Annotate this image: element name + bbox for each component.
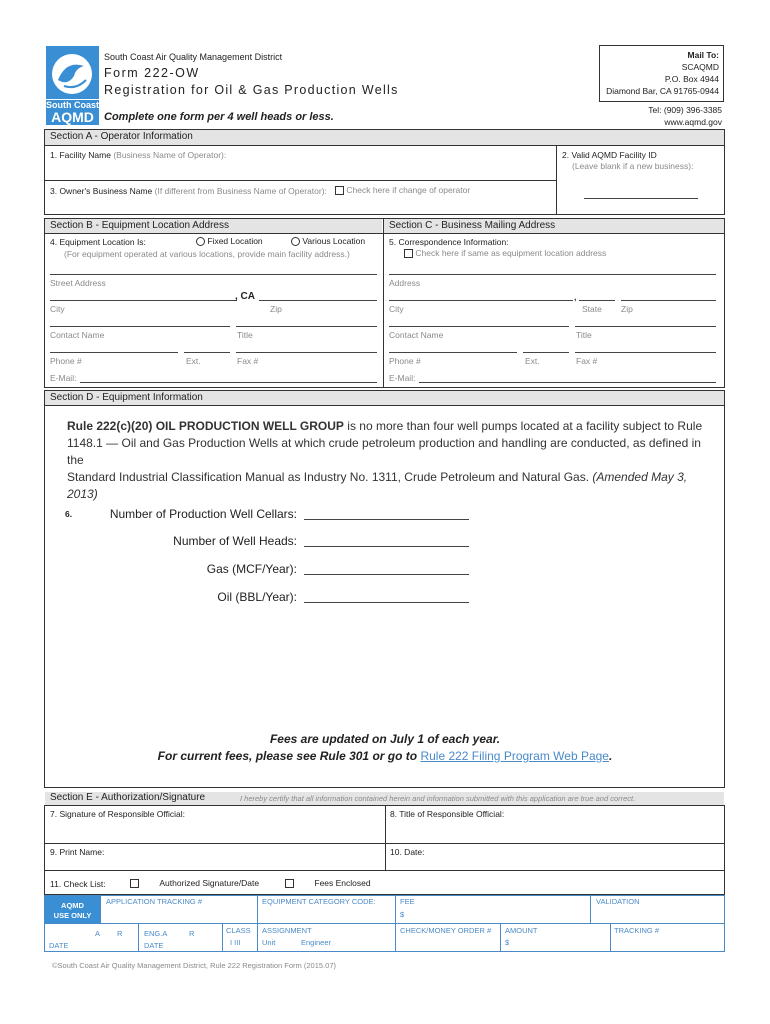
validation-label: VALIDATION — [596, 897, 640, 906]
aqmd-logo — [46, 46, 99, 125]
class-label: CLASS — [226, 926, 251, 935]
item-6-number: 6. — [65, 509, 73, 519]
agency-name: South Coast Air Quality Management District — [104, 52, 283, 62]
city-label: City — [50, 304, 65, 314]
phone-label: Phone # — [50, 356, 82, 366]
certify-statement: I hereby certify that all information contained herein and information submitted with this application are true and correct. — [240, 794, 636, 803]
rule-line-3: Standard Industrial Classification Manual as Industry No. 1311, Crude Petroleum and Natural Gas. (Amended May 3, 2013) — [67, 470, 688, 501]
check-label: CHECK/MONEY ORDER # — [400, 926, 492, 935]
aqmd-label: AQMD — [61, 901, 84, 910]
contact-title-label: Title — [237, 330, 253, 340]
fixed-location-option[interactable]: Fixed Location — [196, 236, 263, 246]
signature-label: 7. Signature of Responsible Official: — [50, 809, 185, 819]
mail-city-label: City — [389, 304, 404, 314]
well-field-label-1: Number of Production Well Cellars: — [109, 507, 297, 521]
fee-label: FEE — [400, 897, 415, 906]
oil-field[interactable] — [304, 602, 469, 603]
mail-fax-field[interactable] — [575, 352, 716, 353]
mail-comma: , — [574, 292, 577, 302]
sections-b-c — [44, 218, 725, 388]
facility-id-label: 2. Valid AQMD Facility ID — [562, 150, 657, 160]
facility-name-field[interactable] — [50, 160, 550, 180]
app-tracking-label: APPLICATION TRACKING # — [106, 897, 202, 906]
mail-to-line-1: SCAQMD — [681, 62, 719, 72]
phone-field[interactable] — [50, 352, 178, 353]
logo-emblem-icon — [46, 46, 99, 99]
form-title: Registration for Oil & Gas Production Wells — [104, 83, 399, 97]
mail-zip-label: Zip — [621, 304, 633, 314]
well-cellars-field[interactable] — [304, 519, 469, 520]
r-label-1: R — [117, 929, 123, 938]
well-heads-field[interactable] — [304, 546, 469, 547]
mail-zip-field[interactable] — [621, 300, 716, 301]
form-instruction: Complete one form per 4 well heads or less. — [104, 111, 334, 123]
signature-field[interactable] — [50, 822, 380, 842]
amount-label: AMOUNT — [505, 926, 538, 935]
rule-description — [67, 418, 707, 503]
mail-email-field[interactable] — [419, 382, 716, 383]
mail-to-line-3: Diamond Bar, CA 91765-0944 — [606, 86, 719, 96]
print-name-field[interactable] — [50, 858, 380, 869]
city-field[interactable] — [50, 300, 237, 301]
a-label: A — [95, 929, 101, 938]
fax-label: Fax # — [237, 356, 259, 366]
well-field-label-3: Gas (MCF/Year): — [206, 562, 297, 576]
section-d-title: Section D - Equipment Information — [50, 392, 203, 403]
street-address-field[interactable] — [50, 274, 377, 275]
mail-state-field[interactable] — [579, 300, 615, 301]
date-label-2: DATE — [144, 941, 164, 950]
various-location-option[interactable]: Various Location — [291, 236, 365, 246]
enga-label: ENG.A — [144, 929, 168, 938]
change-operator-option[interactable]: Check here if change of operator — [335, 185, 470, 195]
fee-symbol: $ — [400, 910, 405, 919]
mail-ext-field[interactable] — [523, 352, 569, 353]
mail-city-field[interactable] — [389, 300, 573, 301]
fees-line-1: Fees are updated on July 1 of each year. — [269, 732, 501, 746]
mail-address-field[interactable] — [389, 274, 716, 275]
street-address-label: Street Address — [50, 278, 106, 288]
use-only-label: USE ONLY — [53, 911, 92, 920]
various-location-radio[interactable] — [291, 237, 300, 246]
mail-state-label: State — [582, 304, 602, 314]
section-e-title: Section E - Authorization/Signature — [50, 792, 206, 803]
fees-enclosed-option[interactable]: Fees Enclosed — [285, 878, 371, 888]
same-as-option[interactable]: Check here if same as equipment location address — [404, 248, 606, 258]
well-field-label-2: Number of Well Heads: — [173, 534, 297, 548]
correspondence-label: 5. Correspondence Information: — [389, 237, 509, 247]
mail-fax-label: Fax # — [576, 356, 598, 366]
section-b-title: Section B - Equipment Location Address — [50, 220, 229, 231]
footer-copyright: ©South Coast Air Quality Management District, Rule 222 Registration Form (2015.07) — [52, 961, 336, 970]
auth-signature-checkbox[interactable] — [130, 879, 139, 888]
location-hint: (For equipment operated at various locations, provide main facility address.) — [64, 249, 350, 259]
r-label-2: R — [189, 929, 195, 938]
fax-field[interactable] — [236, 352, 377, 353]
mail-contact-field[interactable] — [389, 326, 569, 327]
form-number: Form 222-OW — [104, 66, 200, 80]
mail-phone-field[interactable] — [389, 352, 517, 353]
mail-to-line-2: P.O. Box 4944 — [664, 74, 719, 84]
facility-name-label: 1. Facility Name (Business Name of Operator): — [50, 150, 227, 160]
mail-title-field[interactable] — [575, 326, 716, 327]
mail-email-label: E-Mail: — [389, 373, 416, 383]
email-field[interactable] — [80, 382, 377, 383]
same-as-checkbox[interactable] — [404, 249, 413, 258]
contact-name-field[interactable] — [50, 326, 230, 327]
mail-ext-label: Ext. — [525, 356, 540, 366]
logo-text-south-coast: South Coast — [46, 100, 99, 110]
fees-line-2: For current fees, please see Rule 301 or go to Rule 222 Filing Program Web Page. — [157, 749, 613, 763]
date-label: 10. Date: — [390, 847, 425, 857]
rule-222-link[interactable]: Rule 222 Filing Program Web Page — [420, 749, 609, 763]
checklist-label: 11. Check List: — [50, 879, 106, 889]
official-title-label: 8. Title of Responsible Official: — [390, 809, 505, 819]
facility-id-hint: (Leave blank if a new business): — [572, 161, 694, 171]
section-c-title: Section C - Business Mailing Address — [389, 220, 556, 231]
auth-signature-option[interactable]: Authorized Signature/Date — [130, 878, 259, 888]
ext-label: Ext. — [186, 356, 201, 366]
fees-enclosed-checkbox[interactable] — [285, 879, 294, 888]
fixed-location-radio[interactable] — [196, 237, 205, 246]
equip-code-label: EQUIPMENT CATEGORY CODE: — [262, 897, 376, 906]
rule-line-2: 1148.1 — Oil and Gas Production Wells at which crude petroleum production and handling are conducted, as defined in the — [67, 436, 701, 467]
gas-field[interactable] — [304, 574, 469, 575]
facility-id-field[interactable] — [584, 198, 698, 199]
owner-name-label: 3. Owner's Business Name (If different from Business Name of Operator): — [50, 186, 327, 196]
date-field[interactable] — [390, 858, 720, 869]
well-field-label-4: Oil (BBL/Year): — [217, 590, 297, 604]
owner-name-field[interactable] — [50, 198, 550, 214]
assignment-label: ASSIGNMENT — [262, 926, 312, 935]
logo-text-aqmd: AQMD — [46, 110, 99, 125]
mail-phone-label: Phone # — [389, 356, 421, 366]
mail-title-label: Title — [576, 330, 592, 340]
class-values: I III — [230, 938, 241, 947]
zip-label: Zip — [270, 304, 282, 314]
amount-symbol: $ — [505, 938, 510, 947]
contact-title-field[interactable] — [236, 326, 377, 327]
engineer-label: Engineer — [301, 938, 332, 947]
section-a-title: Section A - Operator Information — [50, 131, 193, 142]
change-operator-checkbox[interactable] — [335, 186, 344, 195]
equipment-location-label: 4. Equipment Location Is: — [50, 237, 146, 247]
mail-address-label: Address — [389, 278, 421, 288]
zip-field[interactable] — [259, 300, 377, 301]
telephone: Tel: (909) 396-3385 — [648, 105, 722, 115]
print-name-label: 9. Print Name: — [50, 847, 105, 857]
contact-name-label: Contact Name — [50, 330, 105, 340]
unit-label: Unit — [262, 938, 276, 947]
date-label-1: DATE — [49, 941, 69, 950]
tracking-label: TRACKING # — [614, 926, 660, 935]
state-ca: , CA — [235, 291, 255, 302]
official-title-field[interactable] — [390, 822, 720, 842]
website: www.aqmd.gov — [664, 117, 722, 127]
amended-date: (Amended May 3, 2013) — [67, 470, 688, 501]
rule-title: Rule 222(c)(20) OIL PRODUCTION WELL GROUP — [67, 419, 344, 433]
email-label: E-Mail: — [50, 373, 77, 383]
rule-line-1: Rule 222(c)(20) OIL PRODUCTION WELL GROUP is no more than four well pumps located at a facility subject to Rule — [67, 419, 703, 433]
mail-contact-label: Contact Name — [389, 330, 444, 340]
mail-to-label: Mail To: — [687, 50, 719, 60]
ext-field[interactable] — [184, 352, 230, 353]
mail-to-box — [599, 45, 724, 102]
